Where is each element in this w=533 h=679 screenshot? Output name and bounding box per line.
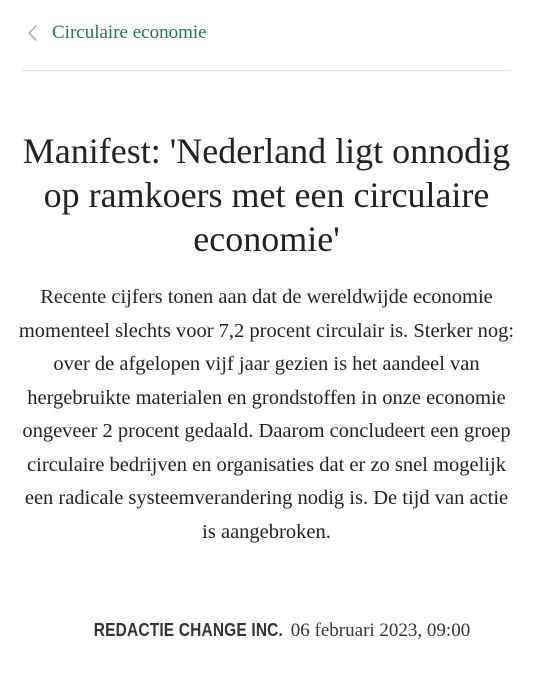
article-intro: Recente cijfers tonen aan dat de wereldwijde economie momenteel slechts voor 7,2 procent circulair is. Sterker nog: over de afgelopen vijf jaar gezien is het aandeel van hergebruikte materialen en grondstoffen in onze economie ongeveer 2 procent gedaald. Daarom concludeert een groep circulaire bedrijven en organisaties dat er zo snel mogelijk een radicale systeemverandering nodig is. De tijd van actie is aangebroken. bbox=[18, 286, 515, 543]
header-divider bbox=[22, 70, 511, 71]
back-link-label: Circulaire economie bbox=[52, 22, 207, 43]
chevron-left-icon bbox=[22, 21, 46, 45]
article-title: Manifest: 'Nederland ligt onnodig op ramkoers met een circulaire economie' bbox=[22, 131, 511, 259]
article-author[interactable]: REDACTIE CHANGE INC. bbox=[93, 620, 283, 640]
article-meta bbox=[0, 620, 533, 642]
article-date: 06 februari 2023, 09:00 bbox=[290, 620, 471, 641]
back-link[interactable] bbox=[22, 14, 511, 52]
